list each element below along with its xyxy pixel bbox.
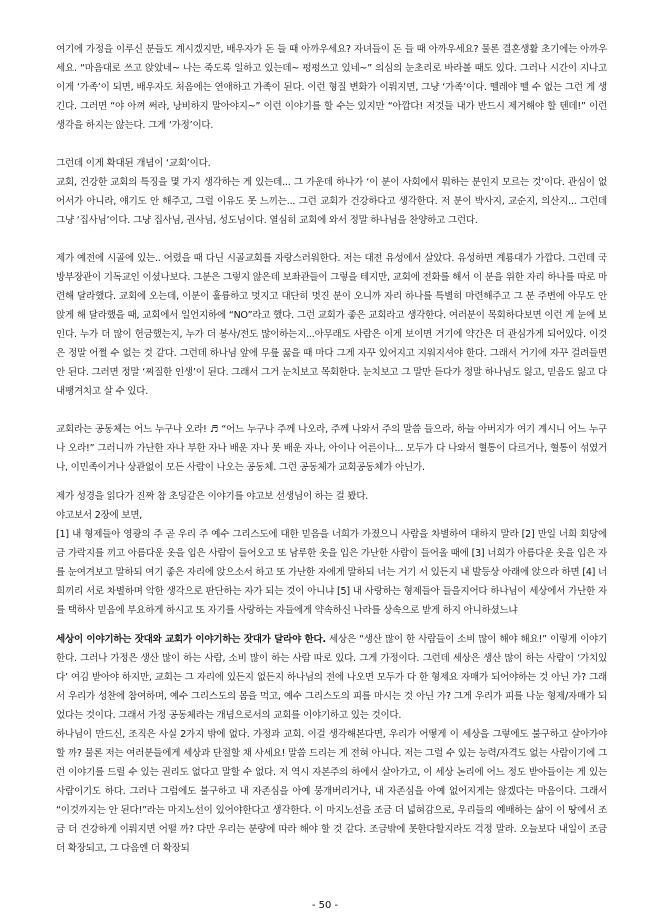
- page-number: - 50 -: [311, 900, 339, 911]
- paragraph-scripture-quote: [1] 내 형제들아 영광의 주 곧 우리 주 예수 그리스도에 대한 믿음을 너희가 가졌으니 사람을 차별하여 대하지 말라 [2] 만일 너희 회당에 금 가락지를 끼고 아름다운 옷을 입은 사람이 들어오고 또 남루한 옷을 입은 가난한 사람이 들어올 때에 [3] 너희가 아름다운 옷을 입은 자를 눈여겨보고 말하되 여기 좋은 자리에 앉으소서 하고 또 가난한 자에게 말하되 너는 거기 서 있든지 내 발등상 아래에 앉으라 하면 [4] 너희끼리 서로 차별하며 악한 생각으로 판단하는 자가 되는 것이 아니냐 [5] 내 사랑하는 형제들아 들을지어다 하나님이 세상에서 가난한 자를 택하사 믿음에 부요하게 하시고 또 자기를 사랑하는 자들에게 약속하신 나라를 상속으로 받게 하지 아니하셨느냐: [56, 529, 607, 616]
- paragraph-country-church: 제가 예전에 시골에 있는.. 어렸을 때 다닌 시골교회를 자랑스러워한다. 저는 대전 유성에서 살았다. 유성하면 계룡대가 가깝다. 그런데 국방부장관이 기독교인 이셨나보다. 그분은 그렇지 않은데 보좌관들이 그렇을 테지만, 교회에 전화를 해서 이 분을 위한 자리 하나를 따로 마련해 달라했다. 교회에 오는데, 이분이 훌륭하고 멋지고 대단히 멋진 분이 오니까 자리 하나를 특별히 마련해주고 그 분 주변에 아무도 안 앉게 해 달라했을 때, 교회에서 일언지하에 “NO”라고 했다. 그런 교회가 좋은 교회라고 생각한다. 여러분이 목회하다보면 이런 게 눈에 보인다. 누가 더 많이 헌금했는지, 누가 더 봉사/전도 많이하는지...아무래도 사람은 이게 보이면 거기에 약간은 더 관심가게 되어있다. 이것은 정말 어쩔 수 없는 것 같다. 그런데 하나님 앞에 무릎 꿇을 때 마다 그게 자꾸 있어지고 지워지셔야 한다. 그래서 거기에 자꾸 걸려들면 안 된다. 그러면 정말 ‘찌질한 인생’이 된다. 그래서 그거 눈치보고 목회한다. 눈치보고 그 말만 듣다가 정말 하나님도 잃고, 믿음도 잃고 다 내팽겨치고 살 수 있다.: [56, 253, 607, 397]
- paragraph-church-concept: 그런데 이게 확대된 개념이 ‘교회’이다.: [56, 158, 211, 169]
- paragraph-james-intro: 제가 성경을 읽다가 진짜 참 초딩같은 이야기를 야고보 선생님이 하는 걸 봤다.: [56, 491, 369, 502]
- paragraph-standards: [56, 630, 607, 725]
- paragraph-standards-lead: 세상이 이야기하는 잣대와 교회가 이야기하는 잣대가 달라야 한다.: [56, 634, 326, 645]
- paragraph-standards-body: 세상은 “생산 많이 한 사람들이 소비 많이 해야 해요!” 이렇게 이야기한다. 그러나 가정은 생산 많이 하는 사람, 소비 많이 하는 사람 따로 있다. 그게 가정이다. 그런데 세상은 생산 많이 하는 사람이 ‘가치있다’ 여김 받아야 하지만, 교회는 그 자리에 있든지 없든지 하나님의 전에 나오면 모두가 다 한 형제요 자매가 되어야하는 것 아닌 가? 그래서 우리가 성찬에 참여하며, 예수 그리스도의 몸을 먹고, 예수 그리스도의 피를 마시는 것 아닌 가? 그게 우리가 피를 나눈 형제/자매가 되었다는 것이다. 그래서 가정 공동체라는 개념으로서의 교회를 이야기하고 있는 것이다.: [56, 634, 607, 721]
- paragraph-james-ref: 야고보서 2장에 보면,: [56, 510, 143, 521]
- paragraph-two-organizations: 하나님이 만드신, 조직은 사실 2가지 밖에 없다. 가정과 교회. 이걸 생각해본다면, 우리가 어떻게 이 세상을 그렇에도 불구하고 살아가야 할 까? 물론 저는 여러분들에게 세상과 단절할 채 사세요! 말씀 드리는 게 전혀 아니다. 저는 그럴 수 있는 능력/자격도 없는 사람이기에 그런 이야기를 드릴 수 있는 권리도 없다고 말할 수 없다. 저 역시 자본주의 하에서 살아가고, 이 세상 논리에 어느 정도 받아들이는 게 있는 사람이기도 하다. 그러나 그럼에도 불구하고 내 자존심을 아예 뭉개버리거나, 내 자존심을 아예 없어지게는 않겠다는 마음이다. 그래서 “이것까지는 안 된다!”라는 마지노선이 있어야한다고 생각한다. 이 마지노선을 조금 더 넓혀감으로, 우리들의 예배하는 삶이 이 땅에서 조금 더 건강하게 이뤄지면 어떨 까? 다만 우리는 분량에 따라 해야 할 것 같다. 조금밖에 못한다할지라도 걱정 말라. 오늘보다 내일이 조금 더 확장되고, 그 다음엔 더 확장되: [56, 729, 607, 854]
- paragraph-community: 교회라는 공동체는 어느 누구나 오라! ♬ “어느 누구나 주께 나오라, 주께 나와서 주의 말씀 들으라, 하늘 아버지가 여기 계시니 어느 누구나 오라!” 그러니까 가난한 자나 부한 자나 배운 자나 못 배운 자나, 아이나 어른이나... 모두가 다 나와서 혈통이 다르거나, 혈통이 섞였거나, 이민족이거나 상관없이 모든 사람이 나오는 공동체. 그런 공동체가 교회공동체가 아닌가.: [56, 424, 607, 473]
- paragraph-family: 여기에 가정을 이루신 분들도 계시겠지만, 배우자가 돈 들 때 아까우세요? 자녀들이 돈 들 때 아까우세요? 물론 결혼생활 초기에는 아까우세요. “마음대로 쓰고 앉았네~ 나는 죽도록 일하고 있는데~ 펑펑쓰고 있네~” 의심의 눈초리로 바라볼 때도 있다. 그러나 시간이 지나고 이게 ‘가족’이 되면, 배우자도 처음에는 연애하고 가족이 된다. 이런 형질 변화가 이뤄지면, 그냥 ‘가족’이다. 뗄레야 뗄 수 없는 그런 게 생긴다. 그러면 “야 아껴 써라, 낭비하지 말아야지~” 이런 이야기를 할 수는 있지만 “아깝다! 저것들 내가 반드시 제거해야 할 텐데!” 이런 생각을 하지는 않는다. 그게 ‘가정’이다.: [56, 44, 607, 131]
- paragraph-healthy-church: 교회, 건강한 교회의 특징을 몇 가지 생각하는 게 있는데... 그 가운데 하나가 ‘이 분이 사회에서 뭐하는 분인지 모르는 것’이다. 관심이 없어서가 아니라, 얘기도 안 해주고, 그럴 이유도 못 느끼는... 그런 교회가 건강하다고 생각한다. 저 분이 박사지, 교순지, 의산지... 그런데 그냥 ‘집사님’이다. 그냥 집사님, 권사님, 성도님이다. 열심히 교회에 와서 정말 하나님을 찬양하고 그런다.: [56, 177, 607, 226]
